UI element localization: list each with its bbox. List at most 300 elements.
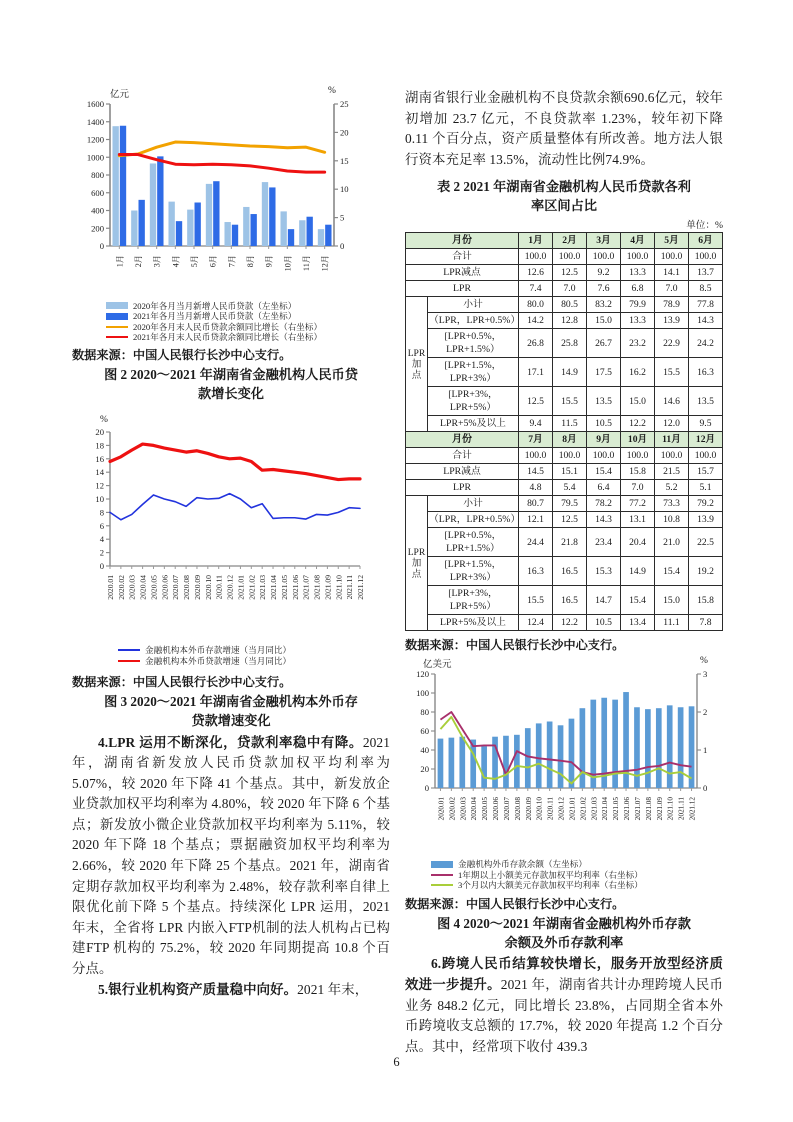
paragraph-asset-quality [72,980,390,1001]
svg-text:16: 16 [95,453,104,464]
table-cell: 5.1 [689,480,723,496]
table-cell: 15.5 [655,358,689,387]
table-cell: 12.5 [553,512,587,528]
fig4-y-left-axis-label: 亿美元 [423,660,452,671]
svg-text:2020.09: 2020.09 [524,797,533,821]
legend-line-swatch [431,884,453,886]
svg-text:8: 8 [99,507,104,518]
svg-text:2020.01: 2020.01 [437,797,446,821]
table-row-label: 小计 [428,496,519,512]
svg-text:20: 20 [95,427,104,437]
legend-label: 2020年各月当月新增人民币贷款（左坐标） [133,300,297,311]
svg-text:6: 6 [99,520,104,531]
table-cell: 10.8 [655,512,689,528]
svg-text:2021.09: 2021.09 [655,797,664,821]
paragraph-cross-border-text: 2021 年，湖南省共计办理跨境人民币业务 848.2 亿元，同比增长 23.8%，占同期全省本外币跨境收支总额的 17.7%，较 2020 年提高 1.2 个百分点。其中，经常项下收付 439.3 [405,976,724,1054]
table-cell: 79.5 [553,496,587,512]
table-cell: 14.3 [587,512,621,528]
table-cell: 14.9 [553,358,587,387]
legend-bar-swatch [106,313,128,320]
table-header-cell: 10月 [621,432,655,448]
svg-text:3月: 3月 [152,255,162,268]
table-cell: 100.0 [621,249,655,265]
fig4-source: 数据来源：中国人民银行长沙中心支行。 [405,897,625,912]
svg-text:2020.08: 2020.08 [513,797,522,821]
paragraph-lpr [72,733,390,980]
table-cell: 13.7 [689,265,723,281]
legend-line-swatch [106,336,128,338]
table-cell: 15.5 [553,387,587,416]
table-row-label: LPR [406,281,519,297]
svg-text:11月: 11月 [302,255,311,272]
svg-text:2020.03: 2020.03 [127,575,137,600]
svg-text:2021.05: 2021.05 [279,575,289,600]
table-row-label: [LPR+3%，LPR+5%） [428,387,519,416]
svg-text:2021.12: 2021.12 [356,575,365,600]
paragraph-lpr-text: 2021 年，湖南省新发放人民币贷款加权平均利率为 5.07%，较 2020 年下降 41 个基点。其中，新发放企业贷款加权平均利率为 4.80%，较 2020 年下降 6 个基点；新发放小微企业贷款加权平均利率为 5.11%，较 2020 年下降 18 个基点；票据融资加权平均利率为 2.66%，较 2020 年下降 25 个基点。2021 年，湖南省定期存款加权平均利率为 2.48%，较存款利率自律上限优化前下降 5 个基点。持续深化 LPR 运用，2021 年末，全省将 LPR 内嵌入FTP机制的法人机构占已构建FTP 机构的 75.2%，较 2020 年同期提高 10.8 个百分点。 [72,734,390,977]
svg-text:2021.04: 2021.04 [601,797,610,821]
svg-text:18: 18 [95,440,104,451]
table-cell: 15.0 [587,313,621,329]
table-cell: 77.2 [621,496,655,512]
table-cell: 100.0 [655,249,689,265]
table-cell: 25.8 [553,329,587,358]
table-row-label: 小计 [428,297,519,313]
legend-label: 2021年各月当月新增人民币贷款（左坐标） [133,311,297,321]
legend-item [106,322,390,332]
fig2-legend [106,301,390,343]
svg-text:400: 400 [91,205,104,216]
table-group-label: LPR 加点 [406,496,428,631]
table-header-cell: 9月 [587,432,621,448]
table-cell: 14.9 [621,557,655,586]
table-cell: 77.8 [689,297,723,313]
table-cell: 100.0 [655,448,689,464]
table-cell: 4.8 [519,480,553,496]
legend-label: 3个月以内大额美元存款加权平均利率（右坐标） [458,880,643,891]
table-header-cell: 5月 [655,233,689,249]
figure-3-chart [72,417,390,643]
table-cell: 23.4 [587,528,621,557]
svg-text:0: 0 [703,783,708,794]
table-cell: 13.5 [689,387,723,416]
fig4-legend [431,859,723,890]
paragraph-asset-quality-continued: 湖南省银行业金融机构不良贷款余额690.6亿元，较年初增加 23.7 亿元，不良贷款率 1.23%，较年初下降 0.11 个百分点，资产质量整体有所改善。地方法人银行资本充足率 13.5%，流动性比例74.9%。 [405,90,723,167]
table-cell: 100.0 [553,448,587,464]
paragraph-asset-quality-text: 2021 年末， [297,981,369,997]
svg-text:800: 800 [91,170,104,180]
svg-text:10: 10 [340,184,349,195]
table-cell: 12.1 [519,512,553,528]
table-cell: 79.9 [621,297,655,313]
table-row-label: [LPR+1.5%，LPR+3%） [428,358,519,387]
table-row [406,586,723,615]
svg-text:2020.02: 2020.02 [448,797,457,821]
figure-2-caption-line2: 款增长变化 [198,386,264,401]
svg-text:2021.07: 2021.07 [301,575,311,600]
table-cell: 73.3 [655,496,689,512]
svg-text:7月: 7月 [227,255,237,268]
table-row-label: LPR减点 [406,464,519,480]
table-2-source: 数据来源：中国人民银行长沙中心支行。 [405,638,625,653]
svg-text:2020.12: 2020.12 [225,575,235,600]
table-header-cell: 11月 [655,432,689,448]
svg-text:2020.05: 2020.05 [481,797,490,821]
table-cell: 20.4 [621,528,655,557]
table-cell: 24.2 [689,329,723,358]
svg-text:9月: 9月 [264,255,274,268]
svg-text:1: 1 [703,745,708,756]
svg-text:2021.10: 2021.10 [334,575,344,600]
table-cell: 100.0 [587,249,621,265]
svg-text:5月: 5月 [190,255,199,268]
svg-text:1月: 1月 [115,255,125,268]
svg-text:2021.06: 2021.06 [290,575,300,600]
table-cell: 83.2 [587,297,621,313]
table-cell: 15.5 [519,586,553,615]
table-header-cell: 7月 [519,432,553,448]
svg-text:20: 20 [420,764,429,775]
table-cell: 6.4 [587,480,621,496]
table-header-row [406,233,723,249]
figure-3-caption-line2: 贷款增速变化 [191,712,271,728]
legend-label: 金融机构外币存款余额（左坐标） [458,859,587,870]
table-cell: 100.0 [689,448,723,464]
table-row-label: LPR [406,480,519,496]
svg-text:4: 4 [99,534,104,545]
table-cell: 15.1 [553,464,587,480]
table-cell: 14.3 [689,313,723,329]
table-cell: 7.0 [655,281,689,297]
table-cell: 17.1 [519,358,553,387]
fig4-y-right-axis-label: % [700,656,708,667]
table-cell: 12.0 [655,416,689,432]
svg-text:25: 25 [340,99,349,109]
table-cell: 100.0 [519,448,553,464]
table-cell: 14.1 [655,265,689,281]
fig3-source: 数据来源：中国人民银行长沙中心支行。 [72,674,292,689]
table-cell: 79.2 [689,496,723,512]
table-cell: 80.5 [553,297,587,313]
table-cell: 14.7 [587,586,621,615]
table-cell: 15.8 [621,464,655,480]
table-cell: 15.3 [587,557,621,586]
svg-text:1600: 1600 [86,99,104,109]
table-cell: 12.4 [519,615,553,631]
table-cell: 12.5 [519,387,553,416]
svg-text:2020.01: 2020.01 [106,575,115,600]
svg-text:20: 20 [340,127,349,138]
table-cell: 7.6 [587,281,621,297]
table-row [406,329,723,358]
svg-text:2021.05: 2021.05 [612,797,621,821]
svg-text:2021.09: 2021.09 [323,575,333,600]
svg-text:1400: 1400 [86,116,104,127]
svg-text:15: 15 [340,155,349,166]
table-cell: 12.6 [519,265,553,281]
table-cell: 15.4 [621,586,655,615]
legend-item [106,332,390,342]
svg-text:1000: 1000 [86,152,104,163]
table-cell: 13.9 [655,313,689,329]
svg-text:2020.11: 2020.11 [214,575,224,600]
right-column [405,88,723,1057]
fig2-plot [72,98,390,304]
svg-text:2020.04: 2020.04 [138,575,148,600]
table-row [406,480,723,496]
table-cell: 14.2 [519,313,553,329]
table-cell: 15.4 [587,464,621,480]
table-cell: 7.8 [689,615,723,631]
svg-text:600: 600 [91,187,104,198]
table-cell: 24.4 [519,528,553,557]
table-cell: 21.8 [553,528,587,557]
svg-text:0: 0 [99,241,104,251]
svg-text:1200: 1200 [86,134,104,145]
table-cell: 100.0 [689,249,723,265]
paragraph-asset-quality-heading: 5.银行业机构资产质量稳中向好。 [98,981,298,997]
table-row [406,265,723,281]
svg-text:2020.10: 2020.10 [535,797,544,821]
table-row [406,557,723,586]
table-cell: 100.0 [553,249,587,265]
table-cell: 10.5 [587,416,621,432]
paragraph-cross-border-heading: 6.跨境人民币结算较快增长，服务开放型经济质效进一步提升。 [405,956,723,992]
table-row-label: [LPR+0.5%，LPR+1.5%） [428,528,519,557]
table-cell: 8.5 [689,281,723,297]
table-2 [405,232,723,631]
table-2-unit: 单位：% [686,220,723,232]
legend-item [106,311,390,321]
table-cell: 15.7 [689,464,723,480]
svg-text:40: 40 [420,745,429,756]
figure-4-caption-line2: 余额及外币存款利率 [504,935,624,951]
table-row-label: LPR+5%及以上 [428,615,519,631]
figure-2-caption [72,365,390,403]
svg-text:2: 2 [703,707,708,718]
table-row-label: 合计 [406,448,519,464]
table-cell: 16.2 [621,358,655,387]
table-header-cell: 1月 [519,233,553,249]
svg-text:2: 2 [99,547,104,558]
table-cell: 5.4 [553,480,587,496]
table-row [406,528,723,557]
table-header-row [406,432,723,448]
svg-text:8月: 8月 [246,255,255,268]
legend-item [118,645,390,655]
svg-text:2020.07: 2020.07 [502,797,511,821]
table-header-cell: 4月 [621,233,655,249]
svg-text:10月: 10月 [283,255,293,272]
table-header-cell: 2月 [553,233,587,249]
fig3-y-axis-label: % [100,415,108,425]
svg-text:2020.10: 2020.10 [203,575,213,600]
svg-text:2021.08: 2021.08 [312,575,322,600]
paragraph-lpr-heading: 4.LPR 运用不断深化，贷款利率稳中有降。 [98,734,363,750]
page-number: 6 [393,1055,400,1069]
table-cell: 21.0 [655,528,689,557]
legend-item [431,870,723,880]
fig4-plot [405,668,723,862]
legend-line-swatch [106,326,128,328]
table-cell: 80.7 [519,496,553,512]
table-cell: 13.3 [621,313,655,329]
table-cell: 11.5 [553,416,587,432]
figure-3-caption-line1: 图 3 2020～2021 年湖南省金融机构本外币存 [104,693,358,709]
table-row [406,249,723,265]
figure-4-caption-line1: 图 4 2020～2021 年湖南省金融机构外币存款 [437,916,691,932]
fig2-y-left-axis-label: 亿元 [110,90,130,100]
table-cell: 13.4 [621,615,655,631]
table-cell: 9.2 [587,265,621,281]
table-cell: 23.2 [621,329,655,358]
legend-label: 金融机构本外币存款增速（当月同比） [145,645,292,655]
legend-line-swatch [118,660,140,662]
svg-text:2021.12: 2021.12 [688,797,697,821]
table-cell: 80.0 [519,297,553,313]
table-cell: 13.5 [587,387,621,416]
svg-text:2021.07: 2021.07 [633,797,642,821]
table-cell: 16.5 [553,586,587,615]
svg-text:12月: 12月 [320,255,330,272]
figure-3-caption [72,692,390,730]
svg-text:2月: 2月 [134,255,143,268]
table-header-cell: 6月 [689,233,723,249]
table-row-label: [LPR+1.5%，LPR+3%） [428,557,519,586]
svg-text:2021.11: 2021.11 [677,797,686,821]
table-cell: 5.2 [655,480,689,496]
table-row [406,281,723,297]
table-cell: 16.5 [553,557,587,586]
table-cell: 7.0 [553,281,587,297]
table-cell: 6.8 [621,281,655,297]
svg-text:2021.11: 2021.11 [345,575,355,600]
table-cell: 12.2 [553,615,587,631]
table-cell: 13.1 [621,512,655,528]
fig3-plot [72,426,390,646]
table-cell: 16.3 [519,557,553,586]
fig2-source: 数据来源：中国人民银行长沙中心支行。 [72,348,292,362]
table-cell: 100.0 [621,448,655,464]
legend-label: 1年期以上小额美元存款加权平均利率（右坐标） [458,869,643,880]
table-cell: 78.9 [655,297,689,313]
table-row-label: LPR+5%及以上 [428,416,519,432]
table-cell: 9.5 [689,416,723,432]
svg-text:0: 0 [424,783,429,794]
svg-text:200: 200 [91,223,104,234]
legend-label: 2020年各月末人民币贷款余额同比增长（右坐标） [133,321,323,332]
svg-text:2020.02: 2020.02 [116,575,126,600]
svg-text:2021.10: 2021.10 [666,797,675,821]
table-row [406,416,723,432]
table-row [406,496,723,512]
legend-line-swatch [431,874,453,876]
table-row [406,464,723,480]
legend-line-swatch [118,649,140,651]
fig2-y-right-axis-label: % [328,86,336,96]
figure-4-caption [405,914,723,952]
paragraph-cross-border [405,954,723,1057]
table-cell: 15.4 [655,557,689,586]
table-cell: 100.0 [587,448,621,464]
table-row-label: [LPR+3%，LPR+5%） [428,586,519,615]
svg-text:2021.01: 2021.01 [236,575,246,600]
table-cell: 10.5 [587,615,621,631]
table-cell: 12.2 [621,416,655,432]
table-row [406,387,723,416]
svg-text:120: 120 [416,669,429,680]
table-row [406,358,723,387]
table-cell: 100.0 [519,249,553,265]
legend-label: 金融机构本外币贷款增速（当月同比） [145,655,292,666]
svg-text:2020.07: 2020.07 [171,575,181,600]
table-cell: 14.6 [655,387,689,416]
table-row [406,313,723,329]
svg-text:2020.03: 2020.03 [459,797,468,821]
table-cell: 26.8 [519,329,553,358]
figure-4-chart [405,658,723,858]
table-cell: 12.8 [553,313,587,329]
svg-text:2021.08: 2021.08 [644,797,653,821]
legend-item [431,880,723,890]
table-cell: 15.8 [689,586,723,615]
table-header-month: 月份 [406,233,519,249]
legend-label: 2021年各月末人民币贷款余额同比增长（右坐标） [133,332,323,342]
table-row [406,615,723,631]
svg-text:2020.11: 2020.11 [546,797,555,821]
svg-text:2021.06: 2021.06 [623,797,632,821]
svg-text:2020.09: 2020.09 [192,575,202,600]
table-2-caption-line1: 表 2 2021 年湖南省金融机构人民币贷款各利 [437,179,691,195]
svg-text:10: 10 [95,494,104,504]
table-cell: 11.1 [655,615,689,631]
table-header-month: 月份 [406,432,519,448]
svg-text:0: 0 [99,561,104,571]
table-row [406,512,723,528]
table-2-caption [405,177,723,215]
table-cell: 13.9 [689,512,723,528]
svg-text:2020.12: 2020.12 [557,797,566,821]
table-cell: 15.0 [655,586,689,615]
svg-text:2021.04: 2021.04 [269,575,279,600]
svg-text:2021.02: 2021.02 [579,797,588,821]
fig3-legend [118,645,390,666]
table-row [406,448,723,464]
table-row-label: （LPR，LPR+0.5%） [428,313,519,329]
table-row [406,297,723,313]
svg-text:2020.08: 2020.08 [182,575,192,600]
table-cell: 7.0 [621,480,655,496]
table-header-cell: 12月 [689,432,723,448]
table-cell: 17.5 [587,358,621,387]
svg-text:2021.03: 2021.03 [590,797,599,821]
svg-text:0: 0 [340,241,345,251]
table-group-label: LPR 加点 [406,297,428,432]
svg-text:14: 14 [95,467,104,478]
figure-2-chart [72,88,390,300]
left-column [72,88,390,1000]
svg-text:100: 100 [416,688,429,699]
table-cell: 21.5 [655,464,689,480]
svg-text:2021.01: 2021.01 [568,797,577,821]
table-header-cell: 8月 [553,432,587,448]
table-2-caption-line2: 率区间占比 [531,198,597,214]
table-row-label: 合计 [406,249,519,265]
table-cell: 22.5 [689,528,723,557]
table-cell: 9.4 [519,416,553,432]
svg-text:2021.02: 2021.02 [247,575,257,600]
table-cell: 78.2 [587,496,621,512]
